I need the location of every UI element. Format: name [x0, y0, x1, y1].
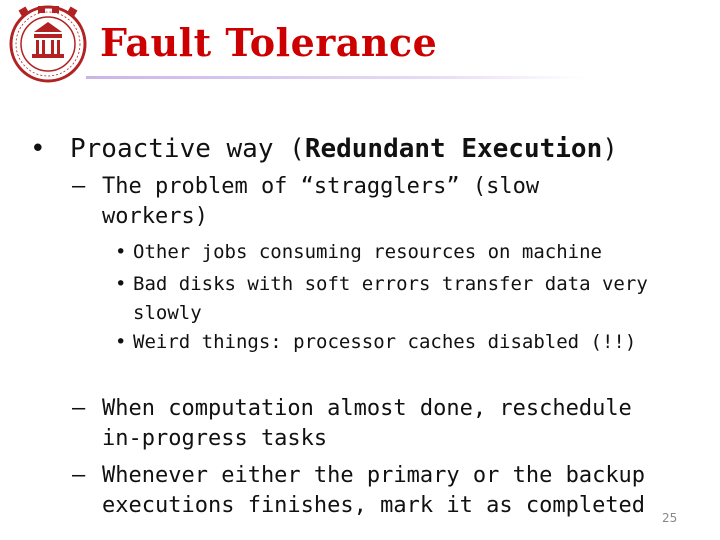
bullet-bold-term: Redundant Execution	[304, 134, 603, 164]
dash-marker: –	[72, 174, 86, 199]
bullet-marker: •	[30, 134, 46, 164]
bullet-text	[70, 132, 618, 166]
bullet-prefix: Proactive way (	[70, 134, 305, 164]
sub-bullet-text: The problem of “stragglers” (slow workers)	[102, 174, 540, 229]
bullet-suffix: )	[602, 134, 618, 164]
sub-bullet-text: Whenever either the primary or the backup executions finishes, mark it as completed	[102, 463, 646, 518]
title-underline	[86, 76, 586, 79]
sub-sub-bullet-text: Bad disks with soft errors transfer data very slowly	[133, 273, 648, 324]
sub-sub-bullet-text: Other jobs consuming resources on machine	[133, 241, 602, 263]
sub-bullet-text: When computation almost done, reschedule in-progress tasks	[102, 396, 632, 451]
dash-marker: –	[72, 463, 86, 488]
page-number: 25	[662, 511, 678, 525]
university-seal-logo	[8, 4, 88, 84]
dot-marker: •	[115, 241, 127, 263]
dot-marker: •	[115, 331, 127, 353]
slide-title: Fault Tolerance	[100, 20, 438, 65]
dash-marker: –	[72, 396, 86, 421]
sub-sub-bullet-text: Weird things: processor caches disabled (!!)	[133, 331, 637, 353]
dot-marker: •	[115, 273, 127, 295]
